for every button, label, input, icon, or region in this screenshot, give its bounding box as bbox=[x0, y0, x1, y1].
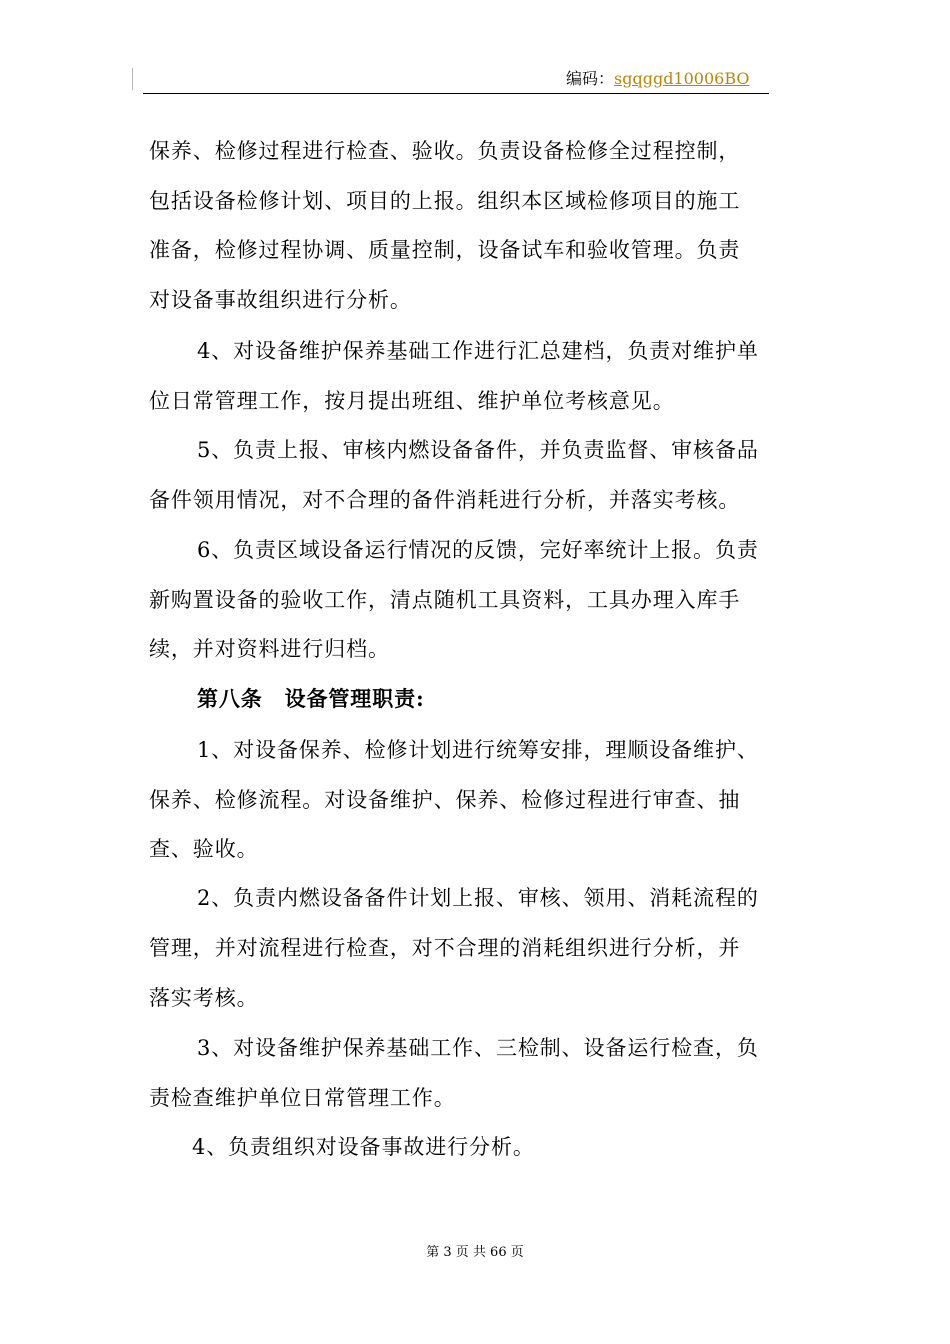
body-line: 3、对设备维护保养基础工作、三检制、设备运行检查，负 bbox=[197, 1036, 759, 1060]
body-line: 保养、检修过程进行检查、验收。负责设备检修全过程控制， bbox=[149, 139, 741, 163]
header-rule bbox=[143, 93, 769, 94]
body-line: 管理，并对流程进行检查，对不合理的消耗组织进行分析，并 bbox=[149, 936, 741, 960]
body-line: 4、对设备维护保养基础工作进行汇总建档，负责对维护单 bbox=[197, 339, 759, 363]
body-line: 备件领用情况，对不合理的备件消耗进行分析，并落实考核。 bbox=[149, 488, 741, 512]
body-line: 查、验收。 bbox=[149, 837, 259, 861]
document-code bbox=[566, 68, 750, 90]
body-line: 包括设备检修计划、项目的上报。组织本区域检修项目的施工 bbox=[149, 189, 741, 213]
body-line: 对设备事故组织进行分析。 bbox=[149, 288, 412, 312]
body-line: 落实考核。 bbox=[149, 986, 259, 1010]
body-line: 1、对设备保养、检修计划进行统筹安排，理顺设备维护、 bbox=[197, 738, 759, 762]
page-number: 第 3 页 共 66 页 bbox=[426, 1245, 524, 1260]
body-line: 位日常管理工作，按月提出班组、维护单位考核意见。 bbox=[149, 389, 675, 413]
body-line: 5、负责上报、审核内燃设备备件，并负责监督、审核备品 bbox=[197, 438, 759, 462]
body-line: 4、负责组织对设备事故进行分析。 bbox=[192, 1135, 535, 1159]
body-line: 续，并对资料进行归档。 bbox=[149, 637, 390, 661]
document-code-value: sgqggd10006BO bbox=[614, 69, 750, 88]
document-code-label: 编码： bbox=[566, 69, 615, 88]
body-line: 6、负责区域设备运行情况的反馈，完好率统计上报。负责 bbox=[197, 538, 759, 562]
body-line: 2、负责内燃设备备件计划上报、审核、领用、消耗流程的 bbox=[197, 886, 759, 910]
body-line: 责检查维护单位日常管理工作。 bbox=[149, 1086, 456, 1110]
body-line: 保养、检修流程。对设备维护、保养、检修过程进行审查、抽 bbox=[149, 788, 741, 812]
body-line: 准备，检修过程协调、质量控制，设备试车和验收管理。负责 bbox=[149, 238, 741, 262]
article-heading: 第八条 设备管理职责: bbox=[197, 686, 425, 711]
corner-crop-mark bbox=[132, 68, 133, 90]
body-line: 新购置设备的验收工作，清点随机工具资料，工具办理入库手 bbox=[149, 588, 741, 612]
